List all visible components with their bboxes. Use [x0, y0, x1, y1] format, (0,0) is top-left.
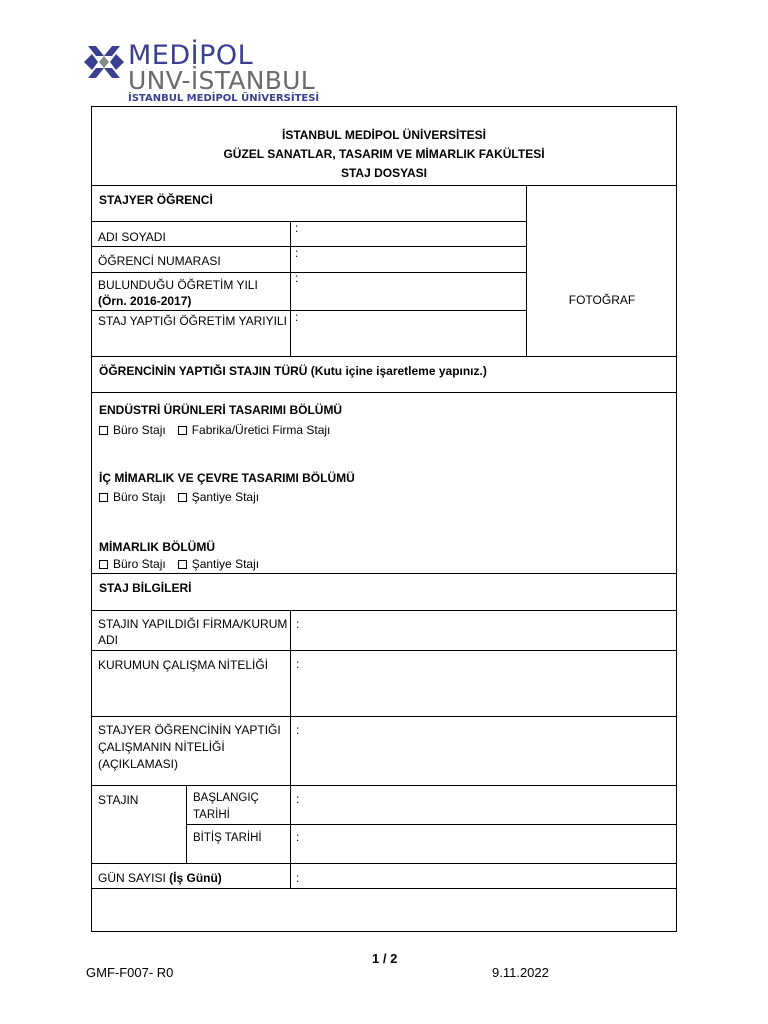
student-section-title: STAJYER ÖĞRENCİ [99, 193, 213, 207]
internship-label: STAJIN [98, 793, 139, 807]
department-industrial-design: ENDÜSTRİ ÜRÜNLERİ TASARIMI BÖLÜMÜ [99, 403, 343, 417]
name-field[interactable] [300, 224, 522, 244]
semester-colon: : [295, 310, 299, 324]
option-site-internship[interactable]: Şantiye Stajı [178, 489, 259, 505]
header-university: İSTANBUL MEDİPOL ÜNİVERSİTESİ [281, 128, 487, 142]
department-interior-architecture: İÇ MİMARLIK VE ÇEVRE TASARIMI BÖLÜMÜ [99, 471, 355, 485]
start-date-label-line2: TARİHİ [193, 809, 230, 821]
checkbox[interactable] [178, 426, 187, 435]
company-label-line2: ADI [98, 633, 119, 647]
option-office-internship[interactable]: Büro Stajı [99, 422, 166, 438]
checkbox[interactable] [99, 426, 108, 435]
work-nature-field[interactable] [303, 653, 671, 713]
internship-type-title: ÖĞRENCİNİN YAPTIĞI STAJIN TÜRÜ (Kutu içine işaretleme yapınız.) [99, 364, 487, 378]
form-date: 9.11.2022 [492, 965, 549, 980]
start-date-field[interactable] [303, 788, 671, 821]
checkbox[interactable] [99, 560, 108, 569]
logo-line-3: İSTANBUL MEDİPOL ÜNİVERSİTESİ [128, 93, 320, 104]
name-colon: : [295, 221, 299, 235]
photo-box[interactable] [530, 189, 673, 353]
academic-year-example: (Örn. 2016-2017) [98, 294, 192, 308]
interior-architecture-options [99, 489, 271, 505]
student-number-field[interactable] [300, 249, 522, 269]
student-work-colon: : [296, 723, 300, 737]
logo-line-2: UNV-İSTANBUL [128, 66, 316, 95]
day-count-colon: : [296, 871, 300, 885]
name-label: ADI SOYADI [98, 230, 166, 244]
academic-year-label: BULUNDUĞU ÖĞRETİM YILI [98, 278, 258, 292]
semester-field[interactable] [300, 313, 522, 353]
department-architecture: MİMARLIK BÖLÜMÜ [99, 540, 215, 554]
day-count-field[interactable] [303, 866, 671, 886]
student-number-colon: : [295, 246, 299, 260]
header-document-title: STAJ DOSYASI [340, 166, 428, 180]
semester-label: STAJ YAPTIĞI ÖĞRETİM YARIYILI [98, 314, 287, 328]
architecture-options [99, 556, 271, 572]
medipol-logo-icon [82, 42, 126, 82]
form-code: GMF-F007- R0 [86, 965, 174, 980]
option-factory-internship[interactable]: Fabrika/Üretici Firma Stajı [178, 422, 331, 438]
photo-label: FOTOĞRAF [568, 293, 636, 307]
academic-year-field[interactable] [300, 275, 522, 307]
logo-line-1: MEDİPOL [128, 40, 254, 71]
work-nature-colon: : [296, 657, 300, 671]
student-number-label: ÖĞRENCİ NUMARASI [98, 254, 221, 268]
end-date-colon: : [296, 830, 300, 844]
company-label-line1: STAJIN YAPILDIĞI FİRMA/KURUM [98, 617, 288, 631]
student-work-label-line3: (AÇIKLAMASI) [98, 757, 179, 771]
end-date-label: BİTİŞ TARİHİ [193, 832, 262, 844]
option-office-internship[interactable]: Büro Stajı [99, 489, 166, 505]
option-site-internship[interactable]: Şantiye Stajı [178, 556, 259, 572]
start-date-label-line1: BAŞLANGIÇ [193, 792, 259, 804]
student-work-label-line1: STAJYER ÖĞRENCİNİN YAPTIĞI [98, 723, 281, 737]
day-count-label: GÜN SAYISI (İş Günü) [98, 871, 222, 885]
checkbox[interactable] [99, 493, 108, 502]
page-number: 1 / 2 [372, 951, 398, 966]
academic-year-colon: : [295, 271, 299, 285]
checkbox[interactable] [178, 493, 187, 502]
work-nature-label: KURUMUN ÇALIŞMA NİTELİĞİ [98, 658, 269, 672]
checkbox[interactable] [178, 560, 187, 569]
company-colon: : [296, 617, 300, 631]
option-office-internship[interactable]: Büro Stajı [99, 556, 166, 572]
student-work-label-line2: ÇALIŞMANIN NİTELİĞİ [98, 740, 225, 754]
company-field[interactable] [303, 613, 671, 647]
end-date-field[interactable] [303, 827, 671, 860]
internship-info-title: STAJ BİLGİLERİ [99, 581, 192, 595]
header-faculty: GÜZEL SANATLAR, TASARIM VE MİMARLIK FAKÜLTESİ [223, 147, 545, 161]
student-work-field[interactable] [303, 719, 671, 782]
start-date-colon: : [296, 792, 300, 806]
industrial-design-options [99, 422, 342, 438]
